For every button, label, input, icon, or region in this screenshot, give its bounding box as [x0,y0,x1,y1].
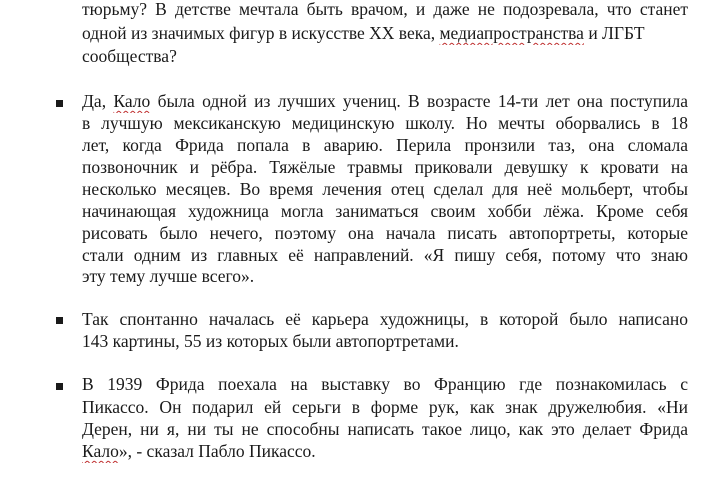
p1-line-1 [82,90,688,113]
p1-line-2: в лучшую мексиканскую медицинскую школу. Но мечты оборвались в 18 [82,113,688,133]
intro-line-1: тюрьму? В детстве мечтала быть врачом, и даже не подозревала, что станет [82,0,688,19]
p3-line-4 [82,440,688,463]
p1-line-4: позвоночник и рёбра. Тяжёлые травмы приковали девушку к кровати на [82,157,688,177]
p2-line-2: 143 картины, 55 из которых были автопортретами. [82,331,459,351]
p1-line-3: лет, когда Фрида попала в аварию. Перила пронзили таз, она сломала [82,135,688,155]
spellcheck-word-mediaprostranstva: медиапространства [439,23,584,43]
p1-line-1-rest: была одной из лучших учениц. В возрасте 14-ти лет она поступила [150,91,688,111]
p3-line-1: В 1939 Фрида поехала на выставку во Францию где познакомилась с [82,374,688,394]
bullet-square-icon [56,383,63,390]
intro-line-2 [82,22,688,45]
p3-line-2: Пикассо. Он подарил ей серьги в форме рук, как знак дружелюбия. «Ни [82,397,688,417]
spellcheck-word-kalo-2: Кало [82,441,119,461]
intro-line-2-end: и ЛГБТ [583,23,645,43]
p1-line-6: начинающая художница могла заниматься своим хобби лёжа. Кроме себя [82,201,688,221]
bullet-square-icon [56,100,63,107]
p2-line-1: Так спонтанно началась её карьера художницы, в которой было написано [82,309,688,329]
p1-line-7: рисовать было нечего, поэтому она начала писать автопортреты, которые [82,223,688,243]
intro-line-3: сообщества? [82,46,177,66]
spellcheck-word-kalo: Кало [113,91,151,111]
p3-line-3: Дерен, ни я, ни ты не способны написать такое лицо, как это делает Фрида [82,419,688,439]
p1-line-8: стали одним из главных её направлений. «Я пишу себя, потому что знаю [82,245,688,265]
p1-line-5: несколько месяцев. Во время лечения отец сделал для неё мольберт, чтобы [82,179,688,199]
p1-line-9: эту тему лучше всего». [82,266,255,286]
bullet-square-icon [56,317,63,324]
intro-line-2-text: одной из значимых фигур в искусстве XX века, [82,23,440,43]
p1-line-1-start: Да, [82,91,114,111]
p3-line-4-rest: », - сказал Пабло Пикассо. [118,441,316,461]
